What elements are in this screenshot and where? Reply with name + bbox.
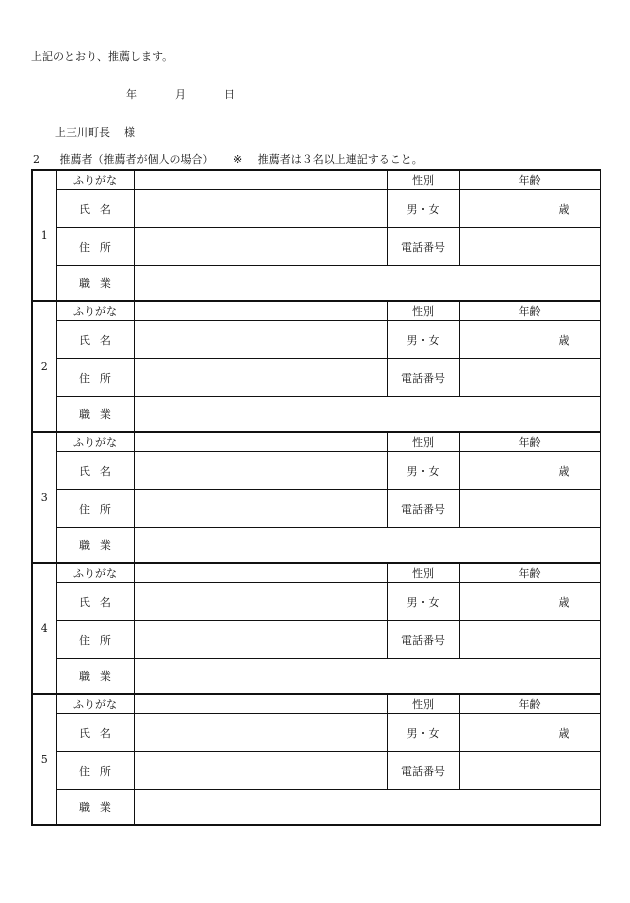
phone-field[interactable] (459, 490, 600, 528)
gender-choice[interactable]: 男・女 (387, 190, 459, 228)
address-field[interactable] (134, 228, 387, 266)
age-field[interactable] (459, 714, 600, 752)
phone-label: 電話番号 (387, 490, 459, 528)
recommender-3-furigana-row (32, 432, 600, 452)
address-label: 住所 (79, 240, 121, 254)
address-field[interactable] (134, 490, 387, 528)
occupation-label: 職業 (79, 408, 121, 421)
address-field[interactable] (134, 621, 387, 659)
recommender-number: 5 (32, 694, 56, 825)
section-heading (33, 151, 423, 167)
recommender-4-occupation-row (32, 659, 600, 695)
gender-label: 性別 (387, 694, 459, 714)
recommender-5-address-row (32, 752, 600, 790)
phone-field[interactable] (459, 228, 600, 266)
recommender-1-occupation-row (32, 266, 600, 302)
age-label: 年齢 (459, 301, 600, 321)
recommender-3-address-row (32, 490, 600, 528)
occupation-label: 職業 (79, 801, 121, 814)
gender-label: 性別 (387, 432, 459, 452)
recommender-3-occupation-row (32, 528, 600, 564)
age-unit: 歳 (558, 464, 570, 478)
furigana-label: ふりがな (56, 432, 134, 452)
occupation-field[interactable] (134, 266, 600, 302)
phone-field[interactable] (459, 621, 600, 659)
recommender-number: 1 (32, 170, 56, 301)
gender-label: 性別 (387, 563, 459, 583)
name-field[interactable] (134, 321, 387, 359)
occupation-label: 職業 (79, 539, 121, 552)
honorific: 様 (124, 126, 135, 139)
recommender-5-furigana-row (32, 694, 600, 714)
phone-label: 電話番号 (387, 752, 459, 790)
name-field[interactable] (134, 190, 387, 228)
name-label: 氏名 (79, 333, 121, 347)
name-label: 氏名 (79, 202, 121, 216)
recommender-number: 4 (32, 563, 56, 694)
furigana-field[interactable] (134, 301, 387, 321)
furigana-field[interactable] (134, 563, 387, 583)
addressee-name: 上三川町長 (55, 126, 110, 139)
age-unit: 歳 (558, 333, 570, 347)
furigana-field[interactable] (134, 432, 387, 452)
furigana-field[interactable] (134, 170, 387, 190)
recommender-4-name-row (32, 583, 600, 621)
phone-label: 電話番号 (387, 359, 459, 397)
recommender-1-furigana-row (32, 170, 600, 190)
name-field[interactable] (134, 583, 387, 621)
recommender-2-occupation-row (32, 397, 600, 433)
age-label: 年齢 (459, 432, 600, 452)
gender-label: 性別 (387, 170, 459, 190)
age-label: 年齢 (459, 170, 600, 190)
age-unit: 歳 (558, 595, 570, 609)
furigana-field[interactable] (134, 694, 387, 714)
address-label: 住所 (79, 764, 121, 778)
recommender-1-name-row (32, 190, 600, 228)
recommender-2-address-row (32, 359, 600, 397)
age-label: 年齢 (459, 694, 600, 714)
year-label: 年 (126, 88, 137, 101)
name-label: 氏名 (79, 464, 121, 478)
section-title: 推薦者（推薦者が個人の場合） (59, 153, 214, 166)
recommender-5-name-row (32, 714, 600, 752)
phone-field[interactable] (459, 359, 600, 397)
age-unit: 歳 (558, 202, 570, 216)
recommender-2-name-row (32, 321, 600, 359)
recommender-table (31, 169, 601, 826)
occupation-field[interactable] (134, 397, 600, 433)
recommender-4-furigana-row (32, 563, 600, 583)
day-label: 日 (224, 88, 235, 101)
furigana-label: ふりがな (56, 694, 134, 714)
recommender-number: 2 (32, 301, 56, 432)
occupation-field[interactable] (134, 790, 600, 826)
occupation-field[interactable] (134, 528, 600, 564)
date-line (126, 86, 235, 102)
phone-label: 電話番号 (387, 228, 459, 266)
furigana-label: ふりがな (56, 170, 134, 190)
occupation-label: 職業 (79, 277, 121, 290)
address-label: 住所 (79, 371, 121, 385)
intro-text: 上記のとおり、推薦します。 (31, 50, 174, 63)
name-field[interactable] (134, 452, 387, 490)
occupation-label: 職業 (79, 670, 121, 683)
name-label: 氏名 (79, 726, 121, 740)
note-text: 推薦者は３名以上連記すること。 (257, 153, 423, 166)
address-label: 住所 (79, 633, 121, 647)
gender-choice[interactable]: 男・女 (387, 714, 459, 752)
note-mark: ※ (233, 153, 243, 166)
furigana-label: ふりがな (56, 563, 134, 583)
month-label: 月 (175, 88, 186, 101)
address-field[interactable] (134, 752, 387, 790)
addressee (55, 124, 135, 140)
phone-field[interactable] (459, 752, 600, 790)
address-field[interactable] (134, 359, 387, 397)
recommender-3-name-row (32, 452, 600, 490)
gender-choice[interactable]: 男・女 (387, 321, 459, 359)
recommender-1-address-row (32, 228, 600, 266)
furigana-label: ふりがな (56, 301, 134, 321)
name-label: 氏名 (79, 595, 121, 609)
address-label: 住所 (79, 502, 121, 516)
recommender-number: 3 (32, 432, 56, 563)
recommender-4-address-row (32, 621, 600, 659)
phone-label: 電話番号 (387, 621, 459, 659)
section-number: 2 (33, 153, 40, 166)
age-field[interactable] (459, 583, 600, 621)
gender-choice[interactable]: 男・女 (387, 583, 459, 621)
occupation-field[interactable] (134, 659, 600, 695)
age-label: 年齢 (459, 563, 600, 583)
age-field[interactable] (459, 452, 600, 490)
age-field[interactable] (459, 321, 600, 359)
recommender-5-occupation-row (32, 790, 600, 826)
name-field[interactable] (134, 714, 387, 752)
recommender-2-furigana-row (32, 301, 600, 321)
age-unit: 歳 (558, 726, 570, 740)
age-field[interactable] (459, 190, 600, 228)
gender-choice[interactable]: 男・女 (387, 452, 459, 490)
gender-label: 性別 (387, 301, 459, 321)
